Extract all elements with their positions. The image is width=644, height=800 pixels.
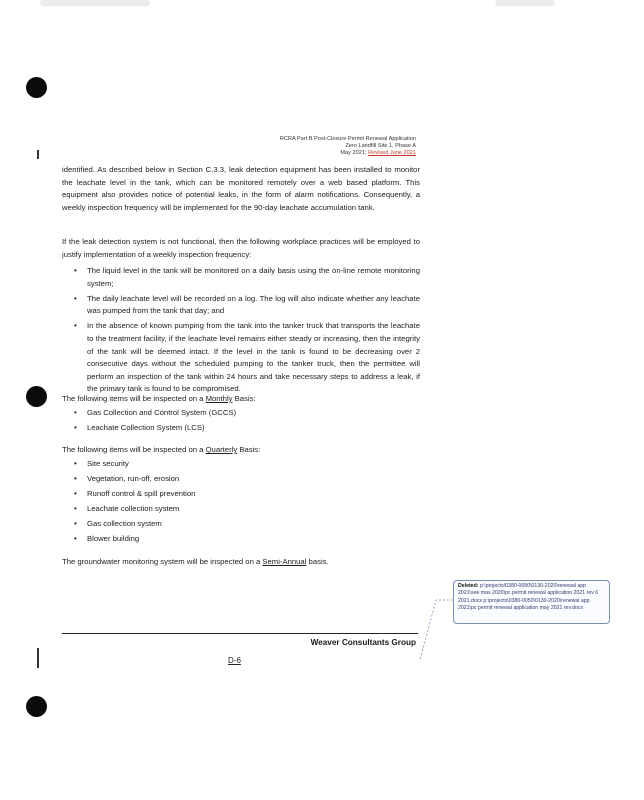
paragraph-workplace-practices: If the leak detection system is not functional, then the following workplace practices will be employed to justify implementation of a weekly inspection frequency:	[62, 237, 420, 259]
paragraph-monthly: The following items will be inspected on a Monthly Basis:	[62, 394, 256, 403]
page-number: D-6	[228, 656, 241, 665]
workplace-practices-list	[62, 265, 420, 398]
scan-artifact	[495, 0, 555, 6]
paragraph-leak-detection: identified. As described below in Section C.3.3, leak detection equipment has been installed to monitor the leachate level in the tank, which can be monitored remotely over a web based platform. This equipment also provides notice of potential leaks, in the form of alarm notifications. Consequently, a weekly inspection frequency will be implemented for the 90-day leachate accumulation tank.	[62, 165, 420, 212]
list-item: • Gas collection system	[74, 519, 162, 529]
paragraph-semi-annual: The groundwater monitoring system will be inspected on a Semi-Annual basis.	[62, 557, 329, 566]
list-item: • The daily leachate level will be recorded on a log. The log will also indicate whether any leachate was pumped from the tank that day; and	[74, 293, 420, 316]
footer-company: Weaver Consultants Group	[310, 638, 416, 647]
list-item: • In the absence of known pumping from the tank into the tanker truck that transports the leachate to the treatment facility, if the leachate level remains either steady or increasing, then the integrity of the tank will be deemed intact. If the level in the tank is found to be decreasing over 2 consecutive days without the scheduled pumping to the tanker truck, then the permittee will perform an inspection of the tank within 24 hours and take necessary steps to address a leak, if the primary tank is found to be compromised.	[74, 321, 420, 394]
running-header	[280, 136, 416, 158]
header-revised-date: Revised June 2021	[368, 150, 416, 157]
list-item: • The liquid level in the tank will be monitored on a daily basis using the on-line remote monitoring system;	[74, 266, 420, 288]
list-item: • Site security	[74, 459, 129, 468]
monthly-items-list	[62, 407, 420, 437]
semi-annual-term: Semi-Annual	[262, 557, 307, 566]
deleted-text: p:\projects\0380-0050\0130-2020\renewal app 2021\see mas 2020\pc permit renewal application 2021 rev 6 2021.docx p:\projects\0380-0050\0130-2020\renewal app 2021\pc permit renewal application may 2021 rev.docx	[458, 583, 599, 612]
deleted-label: Deleted:	[458, 583, 479, 589]
footer-divider	[62, 633, 418, 634]
scan-artifact	[40, 0, 150, 6]
punch-hole-top	[26, 77, 47, 98]
list-item: • Leachate Collection System (LCS)	[74, 423, 205, 433]
header-site: Zero Landfill Site 1, Phase A	[345, 143, 416, 150]
list-item: • Runoff control & spill prevention	[74, 489, 196, 499]
punch-hole-middle	[26, 386, 47, 407]
quarterly-items-list	[62, 458, 420, 549]
quarterly-term: Quarterly	[205, 445, 238, 454]
header-title: RCRA Part B Post-Closure Permit Renewal Application	[279, 136, 416, 142]
monthly-term: Monthly	[205, 394, 233, 403]
header-date-line: May 2021; Revised June 2021	[340, 150, 416, 157]
header-date: May 2021	[340, 150, 365, 157]
list-item: • Blower building	[74, 534, 140, 544]
paragraph-quarterly: The following items will be inspected on a Quarterly Basis:	[62, 445, 261, 454]
list-item: • Vegetation, run-off, erosion	[74, 474, 180, 484]
list-item: • Leachate collection system	[74, 504, 180, 514]
change-bar-top	[37, 150, 39, 159]
change-bar-bottom	[37, 648, 39, 668]
punch-hole-bottom	[26, 696, 47, 717]
deleted-comment-balloon[interactable]	[453, 580, 610, 624]
list-item: • Gas Collection and Control System (GCCS)	[74, 408, 237, 417]
